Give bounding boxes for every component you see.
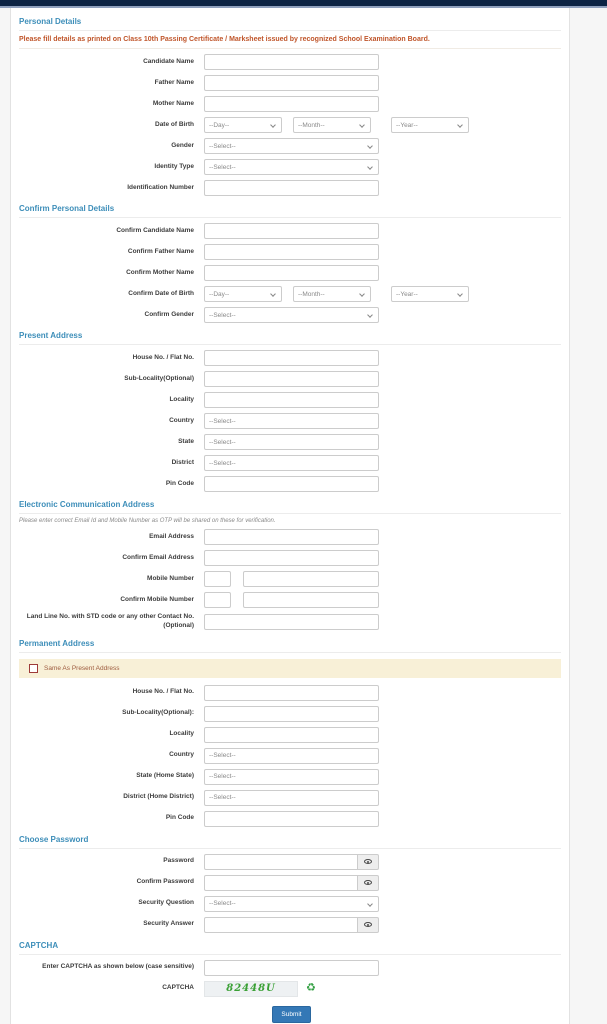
email-row <box>19 529 561 545</box>
enter-captcha-row <box>19 960 561 976</box>
password-row <box>19 854 561 870</box>
present-pincode-label: Pin Code <box>165 479 194 487</box>
present-state-label: State <box>178 437 194 445</box>
security-answer-label: Security Answer <box>143 920 194 928</box>
submit-button[interactable]: Submit <box>272 1006 310 1023</box>
candidate-name-input[interactable] <box>204 54 379 70</box>
permanent-sublocality-label: Sub-Locality(Optional): <box>122 709 194 717</box>
eye-icon <box>364 922 372 927</box>
dob-label: Date of Birth <box>155 120 194 128</box>
submit-row <box>204 1003 379 1023</box>
confirm-email-label: Confirm Email Address <box>122 553 194 561</box>
confirm-mother-name-label: Confirm Mother Name <box>126 268 194 276</box>
chevron-down-icon <box>367 164 373 170</box>
permanent-pincode-row <box>19 811 561 827</box>
permanent-state-row <box>19 769 561 785</box>
section-heading-present-address: Present Address <box>19 331 561 345</box>
present-house-row <box>19 350 561 366</box>
permanent-locality-label: Locality <box>169 730 194 738</box>
email-label: Email Address <box>149 532 194 540</box>
permanent-house-row <box>19 685 561 701</box>
mobile-row <box>19 571 561 587</box>
email-input[interactable] <box>204 529 379 545</box>
dob-month-select[interactable]: --Month-- <box>293 117 371 133</box>
password-input[interactable] <box>204 854 358 870</box>
security-answer-row <box>19 917 561 933</box>
permanent-state-select[interactable]: --Select-- <box>204 769 379 785</box>
present-house-input[interactable] <box>204 350 379 366</box>
permanent-district-label: District (Home District) <box>123 793 194 801</box>
chevron-down-icon <box>270 291 276 297</box>
chevron-down-icon <box>367 143 373 149</box>
registration-form-card <box>10 8 570 1024</box>
security-question-label: Security Question <box>138 899 194 907</box>
confirm-candidate-name-label: Confirm Candidate Name <box>116 226 194 234</box>
confirm-dob-year-select[interactable]: --Year-- <box>391 286 469 302</box>
father-name-label: Father Name <box>154 78 194 86</box>
dob-day-select[interactable]: --Day-- <box>204 117 282 133</box>
permanent-country-row <box>19 748 561 764</box>
chevron-down-icon <box>367 312 373 318</box>
password-show-button[interactable] <box>358 854 379 870</box>
security-question-row <box>19 896 561 912</box>
captcha-image-row <box>19 981 561 997</box>
present-house-label: House No. / Flat No. <box>132 353 194 361</box>
password-label: Password <box>163 857 194 865</box>
top-navy-bar <box>0 0 607 8</box>
chevron-down-icon <box>359 122 365 128</box>
otp-note: Please enter correct Email Id and Mobile Number as OTP will be shared on these for verification. <box>19 518 276 524</box>
confirm-gender-label: Confirm Gender <box>144 310 194 318</box>
gender-label: Gender <box>171 141 194 149</box>
gender-row <box>19 138 561 154</box>
security-answer-input[interactable] <box>204 917 358 933</box>
captcha-input[interactable] <box>204 960 379 976</box>
confirm-email-row <box>19 550 561 566</box>
enter-captcha-label: Enter CAPTCHA as shown below (case sensitive) <box>42 963 194 971</box>
eye-icon <box>364 880 372 885</box>
confirm-gender-select[interactable]: --Select-- <box>204 307 379 323</box>
confirm-password-row <box>19 875 561 891</box>
permanent-sublocality-row <box>19 706 561 722</box>
present-district-select[interactable]: --Select-- <box>204 455 379 471</box>
section-heading-personal-details: Personal Details <box>19 17 561 31</box>
present-district-label: District <box>171 458 194 466</box>
captcha-image: 82448U <box>204 981 298 997</box>
mobile-number-input[interactable] <box>243 571 379 587</box>
present-state-select[interactable]: --Select-- <box>204 434 379 450</box>
confirm-mobile-label: Confirm Mobile Number <box>120 595 194 603</box>
permanent-country-select[interactable]: --Select-- <box>204 748 379 764</box>
security-answer-show-button[interactable] <box>358 917 379 933</box>
present-sublocality-row <box>19 371 561 387</box>
confirm-father-name-row <box>19 244 561 260</box>
present-country-label: Country <box>169 416 194 424</box>
identification-number-input[interactable] <box>204 180 379 196</box>
present-pincode-input[interactable] <box>204 476 379 492</box>
permanent-house-label: House No. / Flat No. <box>132 688 194 696</box>
permanent-state-label: State (Home State) <box>136 772 194 780</box>
same-as-present-band <box>19 659 561 678</box>
permanent-pincode-label: Pin Code <box>165 814 194 822</box>
permanent-locality-row <box>19 727 561 743</box>
confirm-dob-row <box>19 286 561 302</box>
captcha-refresh-icon[interactable]: ♻ <box>306 982 316 995</box>
candidate-name-row <box>19 54 561 70</box>
landline-label: Land Line No. with STD code or any other Contact No. (Optional) <box>26 613 194 629</box>
identity-type-select[interactable]: --Select-- <box>204 159 379 175</box>
section-heading-choose-password: Choose Password <box>19 835 561 849</box>
present-country-select[interactable]: --Select-- <box>204 413 379 429</box>
present-sublocality-label: Sub-Locality(Optional) <box>124 374 194 382</box>
mother-name-input[interactable] <box>204 96 379 112</box>
confirm-mother-name-row <box>19 265 561 281</box>
confirm-dob-day-select[interactable]: --Day-- <box>204 286 282 302</box>
confirm-father-name-label: Confirm Father Name <box>127 247 194 255</box>
permanent-country-label: Country <box>169 751 194 759</box>
confirm-mobile-country-code-input[interactable] <box>204 592 231 608</box>
present-locality-row <box>19 392 561 408</box>
confirm-password-input[interactable] <box>204 875 358 891</box>
mother-name-row <box>19 96 561 112</box>
identity-type-label: Identity Type <box>154 162 194 170</box>
father-name-row <box>19 75 561 91</box>
gender-select[interactable]: --Select-- <box>204 138 379 154</box>
identification-number-label: Identification Number <box>127 183 194 191</box>
same-as-present-label: Same As Present Address <box>44 664 120 672</box>
chevron-down-icon <box>457 291 463 297</box>
present-pincode-row <box>19 476 561 492</box>
captcha-label: CAPTCHA <box>162 984 194 992</box>
present-sublocality-input[interactable] <box>204 371 379 387</box>
confirm-mobile-number-input[interactable] <box>243 592 379 608</box>
father-name-input[interactable] <box>204 75 379 91</box>
eye-icon <box>364 859 372 864</box>
chevron-down-icon <box>457 122 463 128</box>
dob-year-select[interactable]: --Year-- <box>391 117 469 133</box>
mobile-country-code-input[interactable] <box>204 571 231 587</box>
chevron-down-icon <box>270 122 276 128</box>
security-question-select[interactable]: --Select-- <box>204 896 379 912</box>
landline-row <box>19 613 561 631</box>
permanent-house-input[interactable] <box>204 685 379 701</box>
present-locality-input[interactable] <box>204 392 379 408</box>
present-district-row <box>19 455 561 471</box>
confirm-password-label: Confirm Password <box>136 878 194 886</box>
section-heading-electronic-address: Electronic Communication Address <box>19 500 561 514</box>
mobile-label: Mobile Number <box>147 574 194 582</box>
confirm-candidate-name-row <box>19 223 561 239</box>
permanent-locality-input[interactable] <box>204 727 379 743</box>
same-as-present-checkbox[interactable] <box>29 664 38 673</box>
chevron-down-icon <box>359 291 365 297</box>
identity-type-row <box>19 159 561 175</box>
class10-warning-note: Please fill details as printed on Class 10th Passing Certificate / Marksheet issued by recognized School Examination Board. <box>19 36 561 49</box>
chevron-down-icon <box>367 901 373 907</box>
confirm-password-show-button[interactable] <box>358 875 379 891</box>
permanent-pincode-input[interactable] <box>204 811 379 827</box>
permanent-sublocality-input[interactable] <box>204 706 379 722</box>
confirm-dob-month-select[interactable]: --Month-- <box>293 286 371 302</box>
permanent-district-select[interactable]: --Select-- <box>204 790 379 806</box>
section-heading-captcha: CAPTCHA <box>19 941 561 955</box>
dob-row <box>19 117 561 133</box>
section-heading-confirm-personal: Confirm Personal Details <box>19 204 561 218</box>
present-country-row <box>19 413 561 429</box>
confirm-mother-name-input[interactable] <box>204 265 379 281</box>
landline-input[interactable] <box>204 614 379 630</box>
section-heading-permanent-address: Permanent Address <box>19 639 561 653</box>
confirm-candidate-name-input[interactable] <box>204 223 379 239</box>
present-locality-label: Locality <box>169 395 194 403</box>
confirm-father-name-input[interactable] <box>204 244 379 260</box>
present-state-row <box>19 434 561 450</box>
identification-number-row <box>19 180 561 196</box>
confirm-gender-row <box>19 307 561 323</box>
permanent-district-row <box>19 790 561 806</box>
mother-name-label: Mother Name <box>152 99 194 107</box>
candidate-name-label: Candidate Name <box>143 57 194 65</box>
confirm-email-input[interactable] <box>204 550 379 566</box>
confirm-mobile-row <box>19 592 561 608</box>
confirm-dob-label: Confirm Date of Birth <box>128 289 194 297</box>
